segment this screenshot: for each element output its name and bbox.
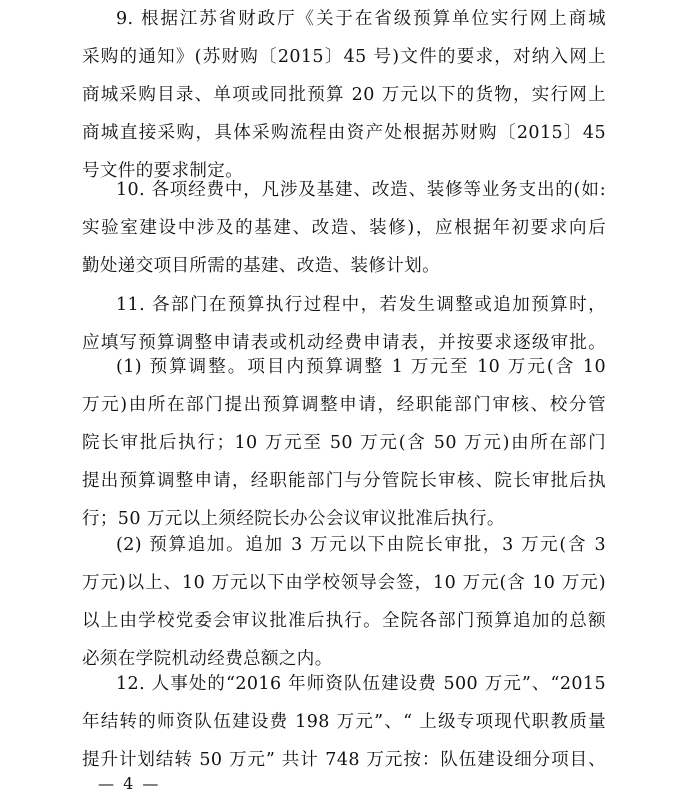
paragraph-item-11-2: [82, 526, 606, 678]
text-line: 12. 人事处的“2016 年师资队伍建设费 500 万元”、“2015: [116, 674, 606, 694]
text-line: 实验室建设中涉及的基建、改造、装修)，应根据年初要求向后: [82, 218, 606, 238]
text-line: 11. 各部门在预算执行过程中，若发生调整或追加预算时，: [116, 295, 606, 315]
text-line: 商城采购目录、单项或同批预算 20 万元以下的货物，实行网上: [82, 85, 606, 105]
text-line: 应填写预算调整申请表或机动经费申请表，并按要求逐级审批。: [82, 333, 606, 353]
text-line: 提出预算调整申请，经职能部门与分管院长审核、院长审批后执: [82, 471, 606, 491]
text-line: 9. 根据江苏省财政厅《关于在省级预算单位实行网上商城: [116, 9, 606, 29]
text-line: (1) 预算调整。项目内预算调整 1 万元至 10 万元(含 10: [116, 357, 606, 377]
text-line: 号文件的要求制定。: [82, 161, 244, 181]
text-line: 勤处递交项目所需的基建、改造、装修计划。: [82, 256, 440, 276]
text-line: 提升计划结转 50 万元” 共计 748 万元按：队伍建设细分项目、: [82, 750, 606, 770]
text-line: 商城直接采购，具体采购流程由资产处根据苏财购〔2015〕45: [82, 123, 606, 143]
text-line: 采购的通知》(苏财购〔2015〕45 号)文件的要求，对纳入网上: [82, 47, 606, 67]
text-line: (2) 预算追加。追加 3 万元以下由院长审批，3 万元(含 3: [116, 535, 606, 555]
text-line: 院长审批后执行；10 万元至 50 万元(含 50 万元)由所在部门: [82, 433, 606, 453]
text-line: 10. 各项经费中，凡涉及基建、改造、装修等业务支出的(如:: [116, 180, 606, 200]
text-line: 必须在学院机动经费总额之内。: [82, 649, 333, 669]
paragraph-item-11-1: [82, 348, 606, 538]
text-line: 万元)以上、10 万元以下由学校领导会签，10 万元(含 10 万元): [82, 573, 606, 593]
page-number: — 4 —: [98, 774, 161, 793]
text-line: 行；50 万元以上须经院长办公会议审议批准后执行。: [82, 509, 505, 529]
paragraph-item-9: [82, 0, 606, 190]
text-line: 以上由学校党委会审议批准后执行。全院各部门预算追加的总额: [82, 611, 606, 631]
text-line: 年结转的师资队伍建设费 198 万元”、“ 上级专项现代职教质量: [82, 712, 606, 732]
paragraph-item-10: [82, 171, 606, 285]
text-line: 万元)由所在部门提出预算调整申请，经职能部门审核、校分管: [82, 395, 606, 415]
paragraph-item-12: [82, 665, 606, 779]
